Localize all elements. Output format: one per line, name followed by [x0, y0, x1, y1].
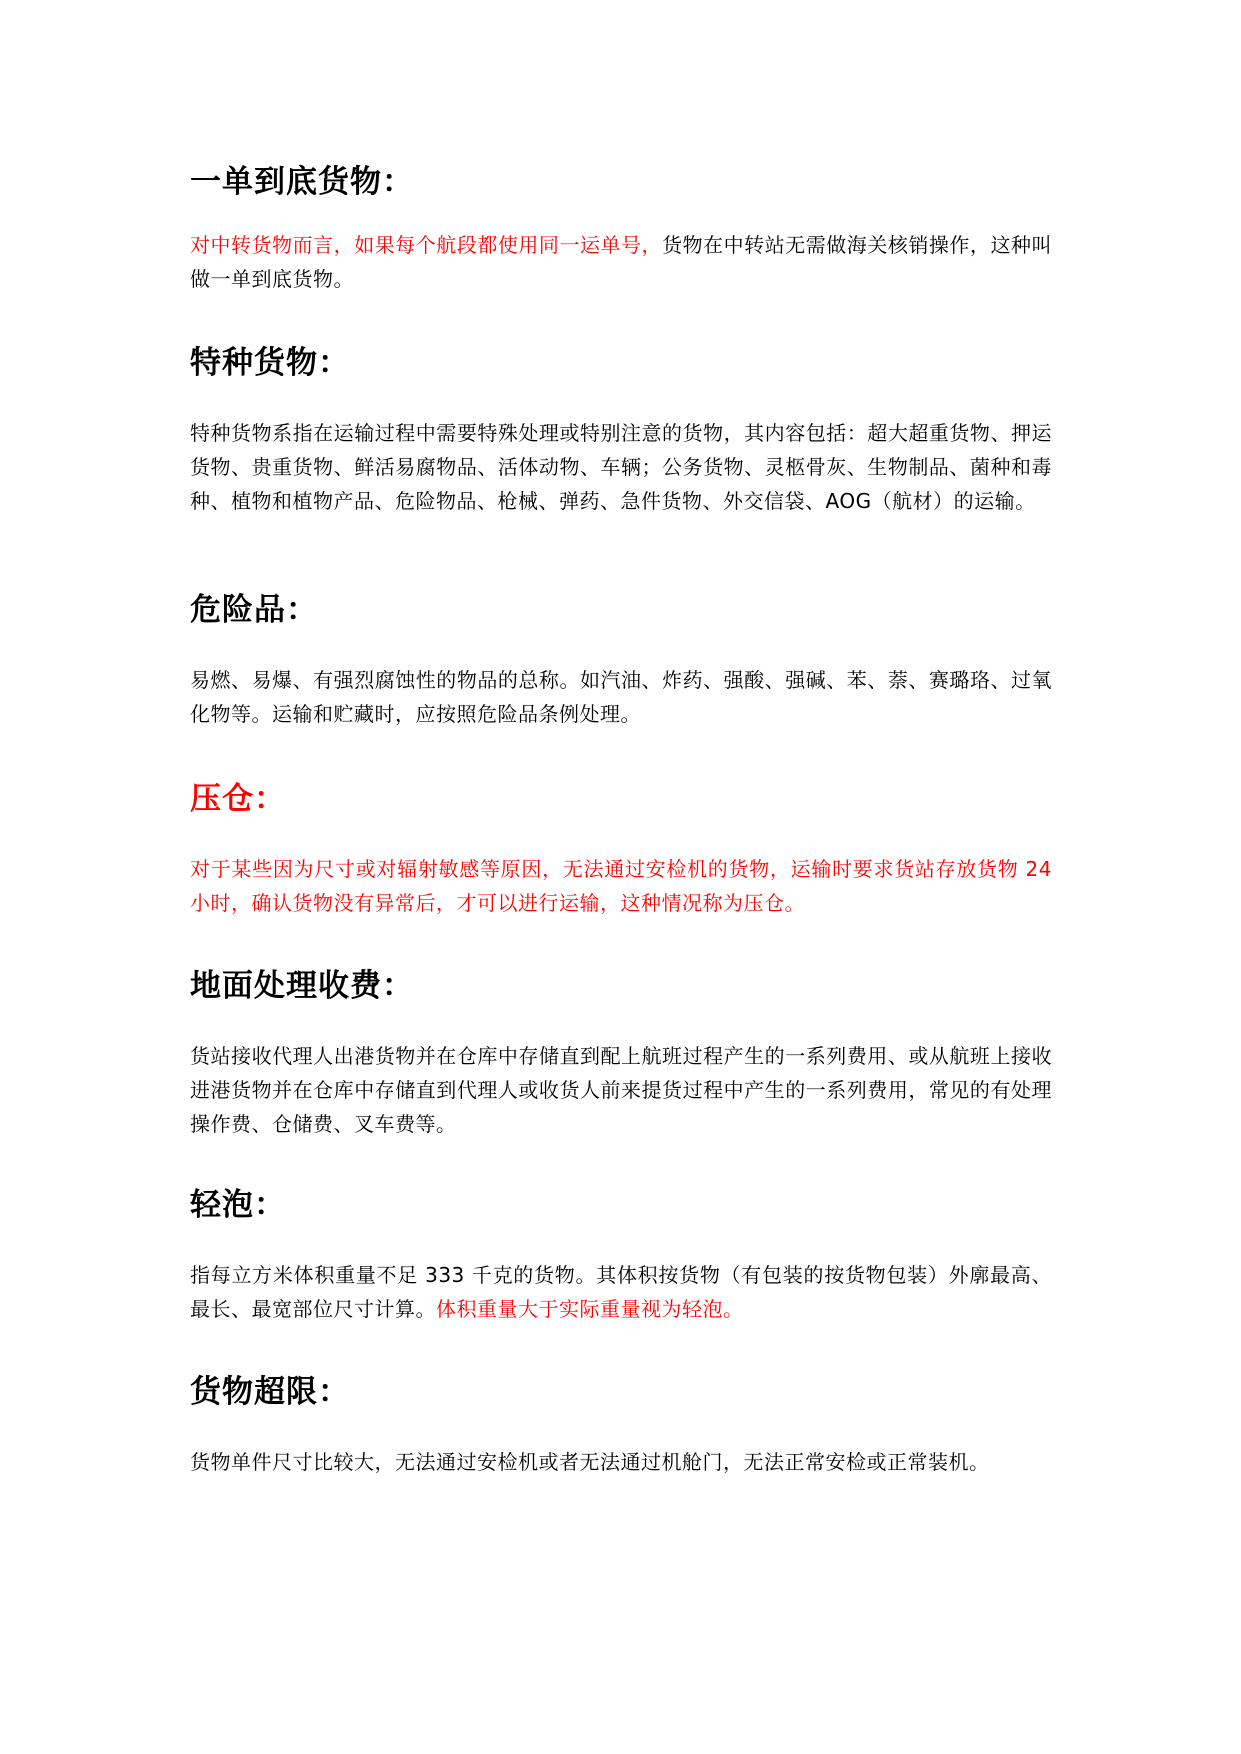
section-body	[190, 1445, 1052, 1479]
section-body	[190, 1258, 1052, 1326]
section-body	[190, 228, 1052, 296]
section-body	[190, 663, 1052, 731]
section-tezhong	[190, 343, 1052, 518]
highlighted-text: 对中转货物而言，如果每个航段都使用同一运单号，	[190, 233, 663, 257]
section-heading: 货物超限：	[190, 1374, 350, 1410]
highlighted-text: 对于某些因为尺寸或对辐射敏感等原因，无法通过安检机的货物，运输时要求货站存放货物 24 小时，确认货物没有异常后，才可以进行运输，这种情况称为压仓。	[190, 857, 1052, 915]
body-text: 易燃、易爆、有强烈腐蚀性的物品的总称。如汽油、炸药、强酸、强碱、苯、萘、赛璐珞、过氧化物等。运输和贮藏时，应按照危险品条例处理。	[190, 668, 1052, 726]
section-chaoxian	[190, 1372, 1052, 1479]
section-body	[190, 416, 1052, 518]
section-body	[190, 1039, 1052, 1141]
section-heading: 地面处理收费：	[190, 968, 414, 1004]
body-text: 货物在中转站无需做海关核销操作，这种叫做一单到底货物。	[190, 233, 1053, 291]
section-heading: 轻泡：	[190, 1187, 286, 1223]
section-heading: 一单到底货物：	[190, 164, 414, 200]
highlighted-text: 体积重量大于实际重量视为轻泡。	[436, 1297, 744, 1321]
section-body	[190, 852, 1052, 920]
body-text: 指每立方米体积重量不足 333 千克的货物。其体积按货物（有包装的按货物包装）外廓最高、最长、最宽部位尺寸计算。	[190, 1263, 1052, 1321]
section-yidandaodi	[190, 162, 1052, 296]
body-text: 货物单件尺寸比较大，无法通过安检机或者无法通过机舱门，无法正常安检或正常装机。	[190, 1450, 990, 1474]
section-yacang	[190, 779, 1052, 920]
body-text: 特种货物系指在运输过程中需要特殊处理或特别注意的货物，其内容包括：超大超重货物、押运货物、贵重货物、鲜活易腐物品、活体动物、车辆；公务货物、灵柩骨灰、生物制品、菌种和毒种、植物和植物产品、危险物品、枪械、弹药、急件货物、外交信袋、AOG（航材）的运输。	[190, 421, 1052, 513]
section-heading: 压仓：	[190, 781, 286, 817]
section-heading: 特种货物：	[190, 345, 350, 381]
body-text: 货站接收代理人出港货物并在仓库中存储直到配上航班过程产生的一系列费用、或从航班上接收进港货物并在仓库中存储直到代理人或收货人前来提货过程中产生的一系列费用，常见的有处理操作费、仓储费、叉车费等。	[190, 1044, 1052, 1136]
section-dimian	[190, 966, 1052, 1141]
section-weixianpin	[190, 590, 1052, 731]
section-heading: 危险品：	[190, 592, 318, 628]
section-qingpao	[190, 1185, 1052, 1326]
